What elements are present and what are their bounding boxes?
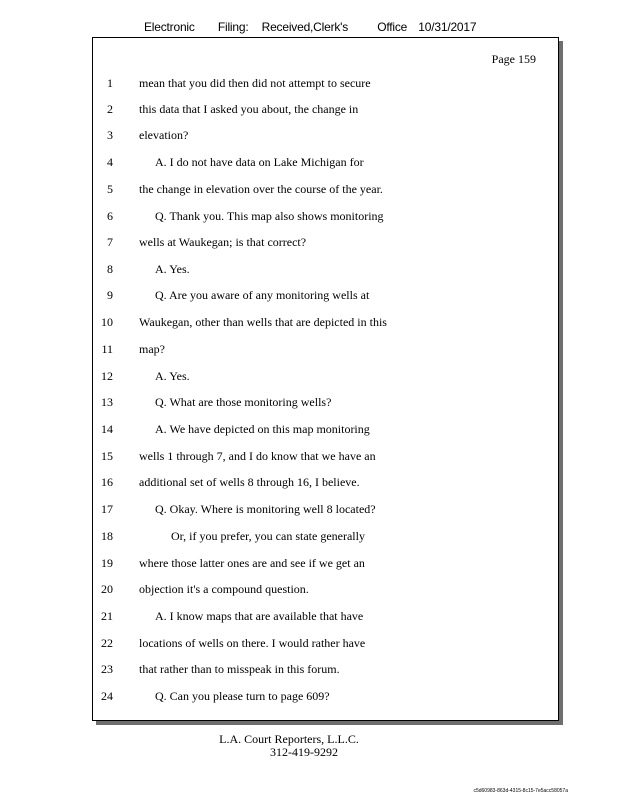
line-number: 13	[101, 395, 113, 409]
court-reporter-name: L.A. Court Reporters, L.L.C.	[219, 732, 359, 746]
line-number: 17	[101, 502, 113, 516]
line-text: A. We have depicted on this map monitoring	[155, 422, 370, 436]
line-text: Q. Can you please turn to page 609?	[155, 689, 330, 703]
document-id: c5d60983-863d-4315-8c15-7e5acc58057a	[473, 788, 568, 794]
line-number: 20	[101, 582, 113, 596]
line-number: 23	[101, 662, 113, 676]
header-filing: Filing:	[217, 20, 249, 34]
line-number: 4	[107, 155, 113, 169]
line-number: 6	[107, 209, 113, 223]
line-number: 5	[107, 182, 113, 196]
line-number: 10	[101, 315, 113, 329]
line-number: 14	[101, 422, 113, 436]
line-number: 24	[101, 689, 113, 703]
electronic-filing-header	[144, 20, 476, 34]
line-number: 3	[107, 128, 113, 142]
line-text: Q. What are those monitoring wells?	[155, 395, 332, 409]
line-text: Q. Okay. Where is monitoring well 8 located?	[155, 502, 376, 516]
court-reporter-phone: 312-419-9292	[270, 745, 338, 759]
line-text: wells at Waukegan; is that correct?	[139, 235, 307, 249]
line-text: Q. Thank you. This map also shows monitoring	[155, 209, 384, 223]
line-number: 22	[101, 636, 113, 650]
transcript-page	[92, 37, 559, 721]
line-number: 21	[101, 609, 113, 623]
line-number: 9	[107, 288, 113, 302]
line-text: additional set of wells 8 through 16, I believe.	[139, 475, 360, 489]
line-text: this data that I asked you about, the change in	[139, 102, 359, 116]
line-number: 7	[107, 235, 113, 249]
header-received: Received,Clerk's	[261, 20, 349, 34]
line-text: A. I know maps that are available that have	[155, 609, 364, 623]
line-text: that rather than to misspeak in this forum.	[139, 662, 340, 676]
line-text: A. I do not have data on Lake Michigan for	[155, 155, 364, 169]
line-text: A. Yes.	[155, 262, 190, 276]
line-number: 8	[107, 262, 113, 276]
line-text: elevation?	[139, 128, 189, 142]
header-office: Office	[377, 20, 408, 34]
page-number: Page 159	[491, 52, 536, 66]
line-text: objection it's a compound question.	[139, 582, 309, 596]
line-text: mean that you did then did not attempt to secure	[139, 76, 371, 90]
line-text: A. Yes.	[155, 369, 190, 383]
line-text: Q. Are you aware of any monitoring wells at	[155, 288, 370, 302]
header-date: 10/31/2017	[418, 20, 477, 34]
line-number: 19	[101, 556, 113, 570]
line-number: 12	[101, 369, 113, 383]
line-number: 2	[107, 102, 113, 116]
line-text: locations of wells on there. I would rather have	[139, 636, 366, 650]
line-number: 11	[101, 342, 113, 356]
line-text: Waukegan, other than wells that are depicted in this	[139, 315, 387, 329]
line-text: wells 1 through 7, and I do know that we have an	[139, 449, 376, 463]
line-text: Or, if you prefer, you can state generally	[171, 529, 365, 543]
line-number: 15	[101, 449, 113, 463]
line-text: where those latter ones are and see if we get an	[139, 556, 365, 570]
line-number: 1	[107, 76, 113, 90]
header-electronic: Electronic	[144, 20, 195, 34]
line-number: 18	[101, 529, 113, 543]
line-text: map?	[139, 342, 165, 356]
line-text: the change in elevation over the course of the year.	[139, 182, 383, 196]
line-number: 16	[101, 475, 113, 489]
page-footer	[0, 733, 618, 759]
